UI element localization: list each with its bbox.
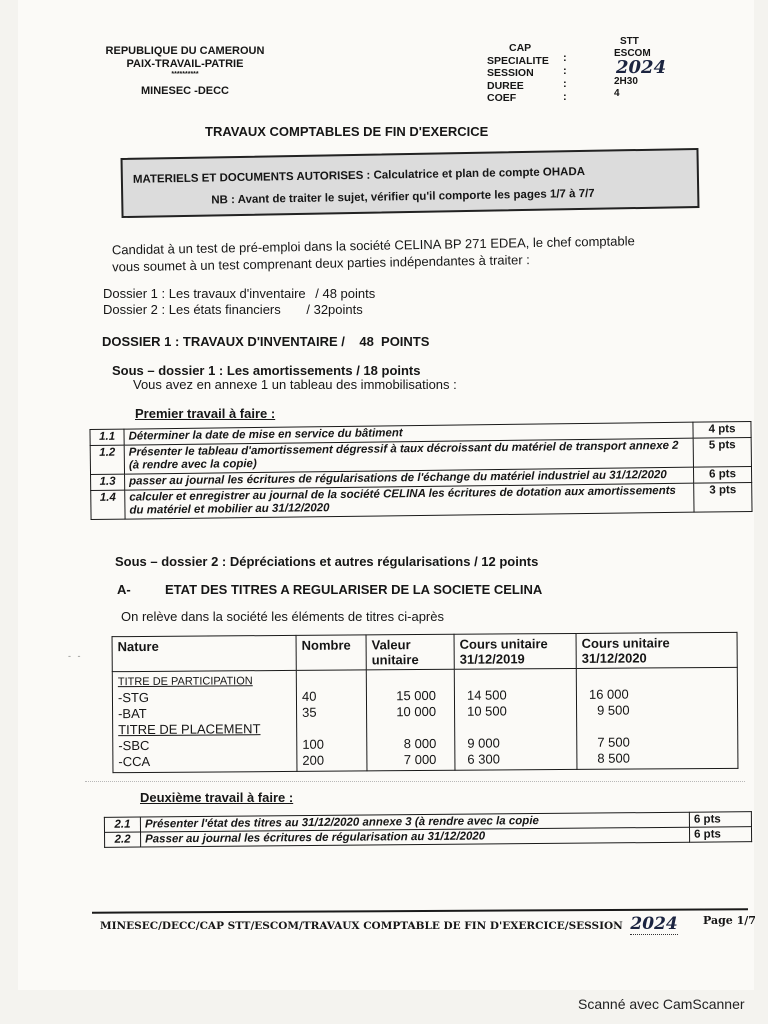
- titre-cours-2019: 9 000: [467, 735, 500, 751]
- task-points: 5 pts: [693, 437, 751, 467]
- intro-line: Candidat à un test de pré-emploi dans la société CELINA BP 271 EDEA, le chef comptable: [111, 233, 635, 258]
- sous-dossier1-title: Sous – dossier 1 : Les amortissements / 18 points: [112, 363, 421, 378]
- cours-2020-cell: [576, 667, 738, 769]
- motto-line: PAIX-TRAVAIL-PATRIE: [126, 58, 244, 70]
- section-letter: A-: [117, 582, 131, 597]
- info-label-coef: COEF: [487, 92, 517, 104]
- nombre-cell: [296, 670, 367, 771]
- titre-name: -BAT: [118, 705, 147, 722]
- ministry-line: MINESEC -DECC: [140, 85, 229, 97]
- titres-table: [112, 632, 739, 773]
- colon: :: [563, 65, 567, 77]
- header-institution: [105, 45, 265, 98]
- titre-cours-2020: 16 000: [588, 686, 629, 702]
- titre-cours-2020: 8 500: [597, 750, 630, 766]
- col-header-nature: Nature: [112, 635, 296, 671]
- footer-year: 2024: [630, 914, 678, 934]
- dossier-label: Dossier 1 : Les travaux d'inventaire: [103, 286, 306, 301]
- titre-nombre: 40: [301, 688, 317, 704]
- group-label-placement: TITRE DE PLACEMENT: [118, 721, 261, 738]
- titre-cours-2019: 10 500: [467, 703, 507, 719]
- task-points: 6 pts: [689, 812, 751, 828]
- titre-name: -STG: [117, 689, 150, 706]
- col-header-cours-2020: Cours unitaire 31/12/2020: [576, 632, 737, 668]
- titre-valeur: 10 000: [396, 703, 437, 720]
- table-row: [112, 667, 738, 772]
- info-value-session: 2024: [616, 57, 667, 78]
- authorized-materials-box: [121, 148, 700, 218]
- titre-cours-2019: 6 300: [467, 751, 500, 767]
- group-label-participation: TITRE DE PARTICIPATION: [117, 675, 253, 689]
- titre-name: -SBC: [118, 737, 150, 754]
- col-header-cours-2019: Cours unitaire 31/12/2019: [454, 633, 576, 669]
- task-points: 6 pts: [693, 466, 751, 483]
- table-header-row: [112, 632, 737, 671]
- deuxieme-travail-heading: Deuxième travail à faire :: [140, 790, 294, 805]
- task-text: passer au journal les écritures de régularisations de l'échange du matériel industriel au 31/12/2020: [125, 467, 694, 490]
- task-number: 1.4: [91, 490, 125, 519]
- info-label-duree: DUREE: [487, 79, 524, 92]
- dossier-label: Dossier 2 : Les états financiers: [103, 302, 281, 317]
- section-a-heading: ETAT DES TITRES A REGULARISER DE LA SOCIETE CELINA: [165, 582, 543, 597]
- info-value-coef: 4: [614, 88, 620, 99]
- page-title: TRAVAUX COMPTABLES DE FIN D'EXERCICE: [205, 124, 489, 139]
- republic-line: REPUBLIQUE DU CAMEROUN: [105, 45, 265, 57]
- intro-line: vous soumet à un test comprenant deux parties indépendantes à traiter :: [112, 252, 530, 275]
- dossier-item: [103, 302, 375, 318]
- footer-text: [100, 914, 678, 934]
- task-points: 3 pts: [694, 482, 752, 512]
- titre-name: -CCA: [118, 753, 151, 770]
- scanner-watermark: Scanné avec CamScanner: [578, 996, 745, 1012]
- info-value-cap: STT: [620, 36, 639, 47]
- section-a-title: [117, 582, 542, 597]
- dossier-points: / 32points: [306, 302, 363, 317]
- task-number: 2.1: [104, 817, 140, 832]
- divider: [85, 781, 745, 782]
- titre-cours-2020: 7 500: [597, 734, 630, 750]
- titre-valeur: 7 000: [403, 751, 437, 768]
- titre-valeur: 8 000: [403, 735, 437, 752]
- task-number: 1.3: [91, 474, 125, 490]
- page-number: Page 1/7: [703, 914, 756, 927]
- authorized-materials-text: MATERIELS ET DOCUMENTS AUTORISES : Calculatrice et plan de compte OHADA: [132, 165, 586, 186]
- info-value-duree: 2H30: [614, 76, 638, 87]
- titre-nombre: 35: [302, 704, 317, 720]
- tasks-table-2: [104, 811, 752, 848]
- exam-info-colons: [563, 52, 567, 104]
- task-points: 6 pts: [689, 827, 751, 843]
- on-releve-text: On relève dans la société les éléments de titres ci-après: [121, 609, 444, 624]
- valeur-cell: [366, 669, 455, 771]
- titre-cours-2019: 14 500: [466, 687, 507, 703]
- footer-label: MINESEC/DECC/CAP STT/ESCOM/TRAVAUX COMPTABLE DE FIN D'EXERCICE/SESSION: [100, 920, 623, 932]
- sous-dossier1-text: Vous avez en annexe 1 un tableau des immobilisations :: [133, 377, 457, 392]
- dossier1-title: DOSSIER 1 : TRAVAUX D'INVENTAIRE / 48 POINTS: [102, 334, 430, 349]
- col-header-nombre: Nombre: [296, 635, 366, 670]
- colon: :: [563, 52, 567, 64]
- titre-cours-2020: 9 500: [597, 702, 630, 718]
- task-points: 4 pts: [693, 421, 751, 438]
- dossier-item: [103, 286, 375, 302]
- nature-cell: [112, 670, 297, 772]
- task-number: 2.2: [105, 832, 141, 847]
- info-label-session: SESSION: [487, 67, 534, 79]
- task-text: Déterminer la date de mise en service du bâtiment: [124, 422, 693, 445]
- tasks-table-1: [89, 421, 752, 520]
- task-number: 1.2: [90, 445, 124, 474]
- task-text: Présenter le tableau d'amortissement dégressif à taux décroissant du matériel de transport annexe 2 (à rendre avec la copie): [124, 438, 693, 474]
- col-header-valeur: Valeur unitaire: [366, 634, 454, 670]
- colon: :: [563, 91, 567, 103]
- titre-valeur: 15 000: [396, 687, 437, 704]
- margin-mark: - -: [68, 651, 83, 661]
- stars-line: **********: [171, 71, 199, 78]
- task-text: Présenter l'état des titres au 31/12/2020 annexe 3 (à rendre avec la copie: [140, 812, 689, 832]
- info-value-specialite: ESCOM: [614, 48, 651, 59]
- nb-pages-text: NB : Avant de traiter le sujet, vérifier qu'il comporte les pages 1/7 à 7/7: [211, 187, 595, 207]
- task-text: calculer et enregistrer au journal de la société CELINA les écritures de dotation aux amortissements du matériel et mobilier au 31/12/2020: [125, 483, 694, 519]
- exam-info-labels: [487, 42, 549, 105]
- dossiers-list: [103, 286, 375, 318]
- titre-nombre: 200: [302, 752, 325, 768]
- task-text: Passer au journal les écritures de régularisation au 31/12/2020: [141, 827, 690, 847]
- task-number: 1.1: [90, 429, 124, 445]
- dossier-points: / 48 points: [315, 286, 376, 301]
- exam-info-values: [594, 36, 666, 100]
- titre-nombre: 100: [302, 736, 325, 752]
- sous-dossier2-title: Sous – dossier 2 : Dépréciations et autres régularisations / 12 points: [115, 554, 539, 569]
- cours-2019-cell: [454, 668, 577, 770]
- info-label-cap: CAP: [509, 42, 532, 54]
- premier-travail-heading: Premier travail à faire :: [135, 406, 276, 421]
- colon: :: [563, 78, 567, 90]
- info-label-specialite: SPECIALITE: [487, 54, 549, 67]
